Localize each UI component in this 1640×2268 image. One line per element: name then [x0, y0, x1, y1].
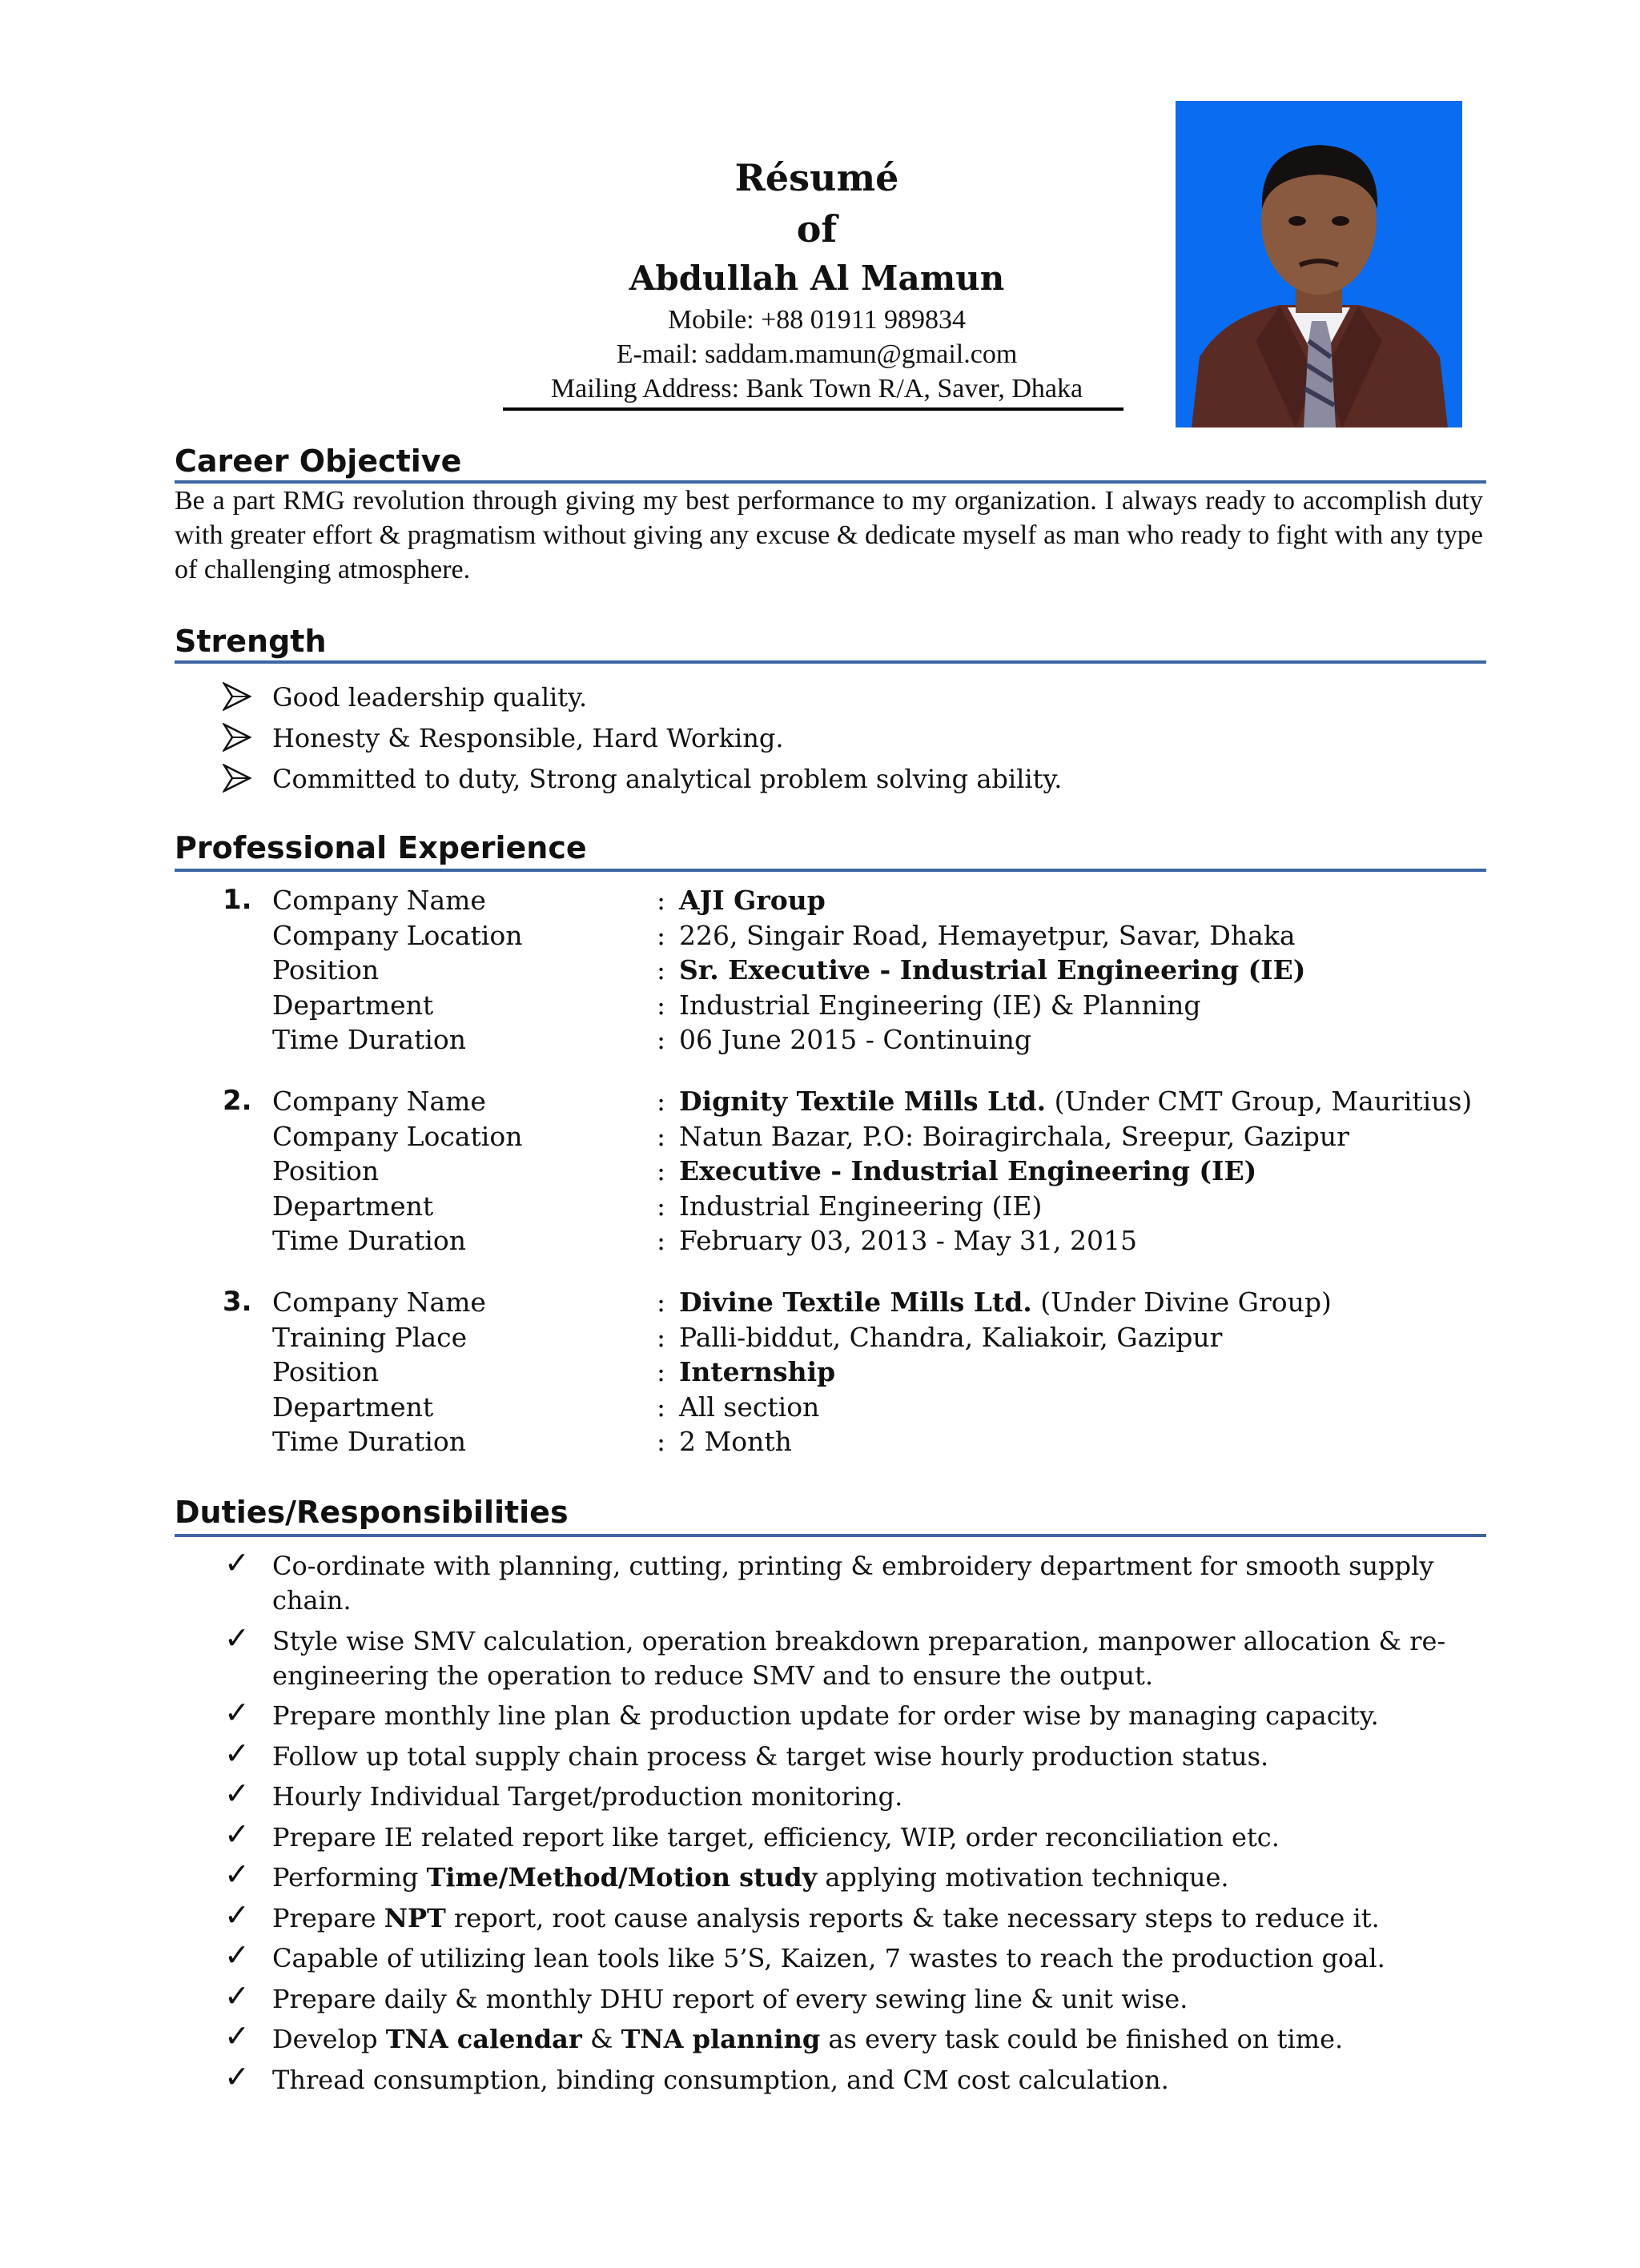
detail-value: Divine Textile Mills Ltd. (Under Divine Group): [679, 1287, 1332, 1318]
list-item: [223, 1937, 1496, 1976]
duty-text: Prepare NPT report, root cause analysis reports & take necessary steps to reduce it.: [272, 1902, 1380, 1933]
arrow-bullet-icon: [223, 723, 251, 752]
detail-colon: :: [657, 1086, 666, 1117]
detail-label: Company Name: [272, 1287, 486, 1318]
entry-number: 2.: [223, 1085, 252, 1117]
detail-label: Training Place: [272, 1321, 468, 1353]
detail-label: Company Location: [272, 919, 523, 951]
detail-label: Time Duration: [272, 1225, 466, 1256]
detail-value: Dignity Textile Mills Ltd. (Under CMT Group, Mauritius): [679, 1086, 1473, 1117]
section-title-strength: Strength: [175, 624, 327, 659]
detail-colon: :: [657, 1024, 666, 1055]
section-rule: [175, 660, 1486, 664]
list-item: [223, 2058, 1496, 2097]
check-bullet-icon: ✓: [224, 1735, 250, 1771]
detail-colon: :: [657, 1287, 666, 1318]
check-bullet-icon: ✓: [224, 1977, 250, 2013]
arrow-bullet-icon: [223, 764, 251, 793]
detail-value: Natun Bazar, P.O: Boiragirchala, Sreepur, Gazipur: [679, 1120, 1349, 1152]
entry-number: 3.: [223, 1286, 252, 1318]
check-bullet-icon: ✓: [224, 2058, 250, 2094]
list-item: Honesty & Responsible, Hard Working.: [223, 718, 1062, 759]
check-bullet-icon: ✓: [224, 1897, 250, 1933]
detail-colon: :: [657, 1225, 666, 1256]
list-item: [223, 1977, 1496, 2017]
email-address: E-mail: saddam.mamun@gmail.com: [616, 339, 1018, 369]
detail-value: Executive - Industrial Engineering (IE): [679, 1155, 1257, 1186]
profile-photo: [1176, 101, 1462, 428]
resume-header: [496, 152, 1137, 406]
duty-text: Thread consumption, binding consumption, and CM cost calculation.: [272, 2064, 1169, 2095]
resume-title-of: of: [796, 207, 838, 251]
list-item: [223, 1816, 1496, 1855]
mailing-address: Mailing Address: Bank Town R/A, Saver, Dhaka: [550, 374, 1083, 403]
portrait-icon: [1176, 101, 1462, 428]
duty-text: Capable of utilizing lean tools like 5’S, Kaizen, 7 wastes to reach the production goal.: [272, 1943, 1385, 1973]
entry-number: 1.: [223, 884, 252, 916]
detail-value: 226, Singair Road, Hemayetpur, Savar, Dhaka: [679, 919, 1296, 951]
list-item: Good leadership quality.: [223, 677, 1062, 718]
detail-label: Time Duration: [272, 1024, 466, 1055]
section-title-professional-experience: Professional Experience: [175, 830, 587, 865]
list-item: [223, 1776, 1496, 1814]
detail-value: Internship: [679, 1356, 836, 1387]
list-item: [223, 1735, 1496, 1774]
detail-colon: :: [657, 1120, 666, 1152]
duty-text: Style wise SMV calculation, operation breakdown preparation, manpower allocation & re-engineering the operation to reduce SMV and to ensure the output.: [272, 1625, 1446, 1691]
duty-text: Prepare monthly line plan & production update for order wise by managing capacity.: [272, 1700, 1379, 1731]
detail-colon: :: [657, 1190, 666, 1222]
detail-value: Palli-biddut, Chandra, Kaliakoir, Gazipur: [679, 1321, 1223, 1353]
detail-colon: :: [657, 919, 666, 951]
detail-label: Department: [272, 989, 434, 1021]
list-item: [223, 2018, 1496, 2057]
strength-list: [223, 677, 1062, 800]
list-item: [223, 1695, 1496, 1733]
list-item: [223, 1545, 1496, 1618]
duties-list: [223, 1545, 1496, 2103]
check-bullet-icon: ✓: [224, 1545, 250, 1580]
duty-text: Co-ordinate with planning, cutting, printing & embroidery department for smooth supply chain.: [272, 1551, 1434, 1616]
detail-value: 06 June 2015 - Continuing: [679, 1024, 1031, 1055]
detail-colon: :: [657, 1391, 666, 1423]
list-item: [223, 1897, 1496, 1936]
detail-value: AJI Group: [679, 885, 826, 916]
detail-value: 2 Month: [679, 1426, 792, 1457]
resume-title: Résumé: [734, 156, 899, 199]
check-bullet-icon: ✓: [224, 1776, 250, 1811]
arrow-bullet-icon: [223, 682, 251, 711]
duty-text: Prepare IE related report like target, efficiency, WIP, order reconciliation etc.: [272, 1821, 1280, 1853]
detail-colon: :: [657, 885, 666, 916]
detail-label: Position: [272, 1155, 380, 1186]
detail-value: Industrial Engineering (IE) & Planning: [679, 989, 1201, 1021]
detail-label: Position: [272, 1356, 380, 1387]
detail-colon: :: [657, 989, 666, 1021]
list-item: [223, 1857, 1496, 1895]
career-objective-text: Be a part RMG revolution through giving my best performance to my organization. I always ready to accomplish duty with greater effort & pragmatism without giving any excuse & dedicate myself as man who ready to fight with any type of challenging atmosphere.: [175, 486, 1483, 584]
detail-value: Sr. Executive - Industrial Engineering (IE): [679, 954, 1306, 985]
check-bullet-icon: ✓: [224, 2018, 250, 2053]
header-underline: [503, 407, 1123, 411]
detail-label: Position: [272, 954, 380, 985]
section-rule: [175, 1534, 1486, 1537]
detail-label: Company Name: [272, 1086, 486, 1117]
list-item: [223, 1620, 1496, 1693]
duty-text: Develop TNA calendar & TNA planning as every task could be finished on time.: [272, 2024, 1344, 2054]
check-bullet-icon: ✓: [224, 1695, 250, 1730]
duty-text: Performing Time/Method/Motion study applying motivation technique.: [272, 1862, 1229, 1893]
candidate-name: Abdullah Al Mamun: [629, 259, 1005, 298]
check-bullet-icon: ✓: [224, 1937, 250, 1973]
duty-text: Prepare daily & monthly DHU report of every sewing line & unit wise.: [272, 1983, 1188, 2014]
detail-label: Department: [272, 1190, 434, 1222]
duty-text: Hourly Individual Target/production monitoring.: [272, 1781, 903, 1812]
detail-label: Department: [272, 1391, 434, 1423]
detail-colon: :: [657, 954, 666, 985]
detail-value: February 03, 2013 - May 31, 2015: [679, 1225, 1137, 1256]
detail-label: Company Location: [272, 1120, 523, 1152]
check-bullet-icon: ✓: [224, 1620, 250, 1656]
duty-text: Follow up total supply chain process & target wise hourly production status.: [272, 1740, 1269, 1772]
detail-colon: :: [657, 1155, 666, 1186]
section-rule: [175, 869, 1486, 872]
mobile-number: Mobile: +88 01911 989834: [667, 305, 967, 335]
section-title-career-objective: Career Objective: [175, 444, 462, 479]
detail-label: Company Name: [272, 885, 486, 916]
detail-colon: :: [657, 1356, 666, 1387]
detail-label: Time Duration: [272, 1426, 466, 1457]
section-title-duties: Duties/Responsibilities: [175, 1495, 569, 1530]
check-bullet-icon: ✓: [224, 1857, 250, 1892]
check-bullet-icon: ✓: [224, 1816, 250, 1852]
detail-colon: :: [657, 1426, 666, 1457]
detail-value: Industrial Engineering (IE): [679, 1190, 1043, 1222]
detail-value: All section: [679, 1391, 820, 1423]
detail-colon: :: [657, 1321, 666, 1353]
list-item: Committed to duty, Strong analytical problem solving ability.: [223, 759, 1062, 800]
